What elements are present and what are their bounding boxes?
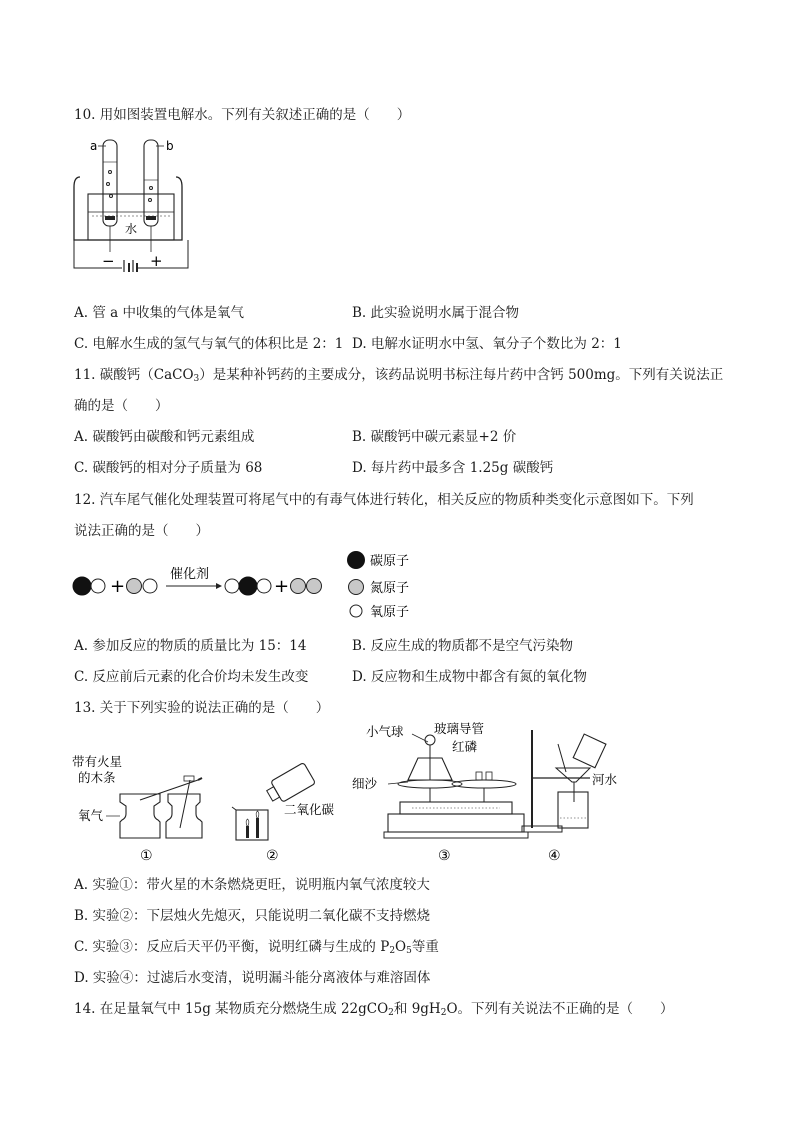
lbl-oxygen: 氧气 — [78, 808, 104, 823]
q12-stem-line1: 12. 汽车尾气催化处理装置可将尾气中的有毒气体进行转化，相关反应的物质种类变化示意图如下。下列 — [74, 492, 694, 508]
reaction-diagram — [70, 548, 430, 628]
lbl-red-p: 红磷 — [452, 739, 478, 754]
exp-num-4: ④ — [548, 848, 561, 864]
q10-option-a: A. 管 a 中收集的气体是氧气 — [74, 305, 244, 321]
q12-option-c: C. 反应前后元素的化合价均未发生改变 — [74, 669, 309, 685]
label-minus: − — [102, 252, 115, 270]
q10-stem: 10. 用如图装置电解水。下列有关叙述正确的是（ ） — [74, 107, 411, 123]
q11-stem-line1: 11. 碳酸钙（CaCO$_3$）是某种补钙药的主要成分，该药品说明书标注每片药中含钙 500mg。下列有关说法正 — [74, 367, 724, 384]
q11-option-d: D. 每片药中最多含 1.25g 碳酸钙 — [352, 460, 554, 476]
label-plus: + — [150, 252, 163, 270]
q10-option-c: C. 电解水生成的氢气与氧气的体积比是 2：1 — [74, 336, 344, 352]
catalyst-label: 催化剂 — [170, 567, 210, 582]
q13-option-a: A. 实验①：带火星的木条燃烧更旺，说明瓶内氧气浓度较大 — [74, 877, 430, 893]
q11-stem-line2: 确的是（ ） — [74, 398, 169, 414]
lbl-river: 河水 — [592, 772, 618, 787]
lbl-splint-2: 的木条 — [78, 770, 116, 785]
lbl-balloon: 小气球 — [366, 724, 404, 739]
q13-option-c: C. 实验③：反应后天平仍平衡，说明红磷与生成的 $P_2O_5$等重 — [74, 939, 439, 956]
plus-1: + — [110, 576, 126, 597]
q13-stem: 13. 关于下列实验的说法正确的是（ ） — [74, 700, 330, 716]
q13-option-b: B. 实验②：下层烛火先熄灭，只能说明二氧化碳不支持燃烧 — [74, 908, 431, 924]
plus-2: + — [274, 576, 290, 597]
q12-option-a: A. 参加反应的物质的质量比为 15：14 — [74, 638, 307, 654]
label-a: a — [90, 139, 98, 153]
lbl-sand: 细沙 — [352, 776, 378, 791]
legend-carbon: 碳原子 — [370, 554, 410, 569]
legend-nitrogen-swatch — [349, 580, 364, 595]
label-water: 水 — [125, 222, 138, 236]
legend-carbon-swatch — [347, 551, 365, 569]
legend-oxygen: 氧原子 — [370, 605, 410, 620]
q10-option-d: D. 电解水证明水中氢、氧分子个数比为 2：1 — [352, 336, 622, 352]
label-b: b — [166, 139, 174, 153]
q11-option-a: A. 碳酸钙由碳酸和钙元素组成 — [74, 429, 255, 445]
q12-option-b: B. 反应生成的物质都不是空气污染物 — [352, 638, 574, 654]
legend-oxygen-swatch — [350, 605, 362, 617]
exp-num-3: ③ — [438, 848, 451, 864]
legend-nitrogen: 氮原子 — [370, 581, 410, 596]
q11-option-b: B. 碳酸钙中碳元素显+2 价 — [352, 429, 517, 445]
experiments-diagram — [70, 718, 630, 866]
exp-num-1: ① — [140, 848, 153, 864]
q10-option-b: B. 此实验说明水属于混合物 — [352, 305, 520, 321]
q14-stem: 14. 在足量氧气中 15g 某物质充分燃烧生成 22gCO$_2$和 $9gH_2O$。下列有关说法不正确的是（ ） — [74, 1001, 674, 1018]
lbl-co2: 二氧化碳 — [284, 802, 335, 817]
q11-option-c: C. 碳酸钙的相对分子质量为 68 — [74, 460, 263, 476]
q13-option-d: D. 实验④：过滤后水变清，说明漏斗能分离液体与难溶固体 — [74, 970, 431, 986]
lbl-glass-tube: 玻璃导管 — [434, 721, 485, 736]
q12-option-d: D. 反应物和生成物中都含有氮的氧化物 — [352, 669, 587, 685]
electrolysis-diagram — [70, 132, 200, 272]
q12-stem-line2: 说法正确的是（ ） — [74, 523, 209, 539]
exp-num-2: ② — [266, 848, 279, 864]
lbl-splint-1: 带有火星 — [72, 754, 123, 769]
